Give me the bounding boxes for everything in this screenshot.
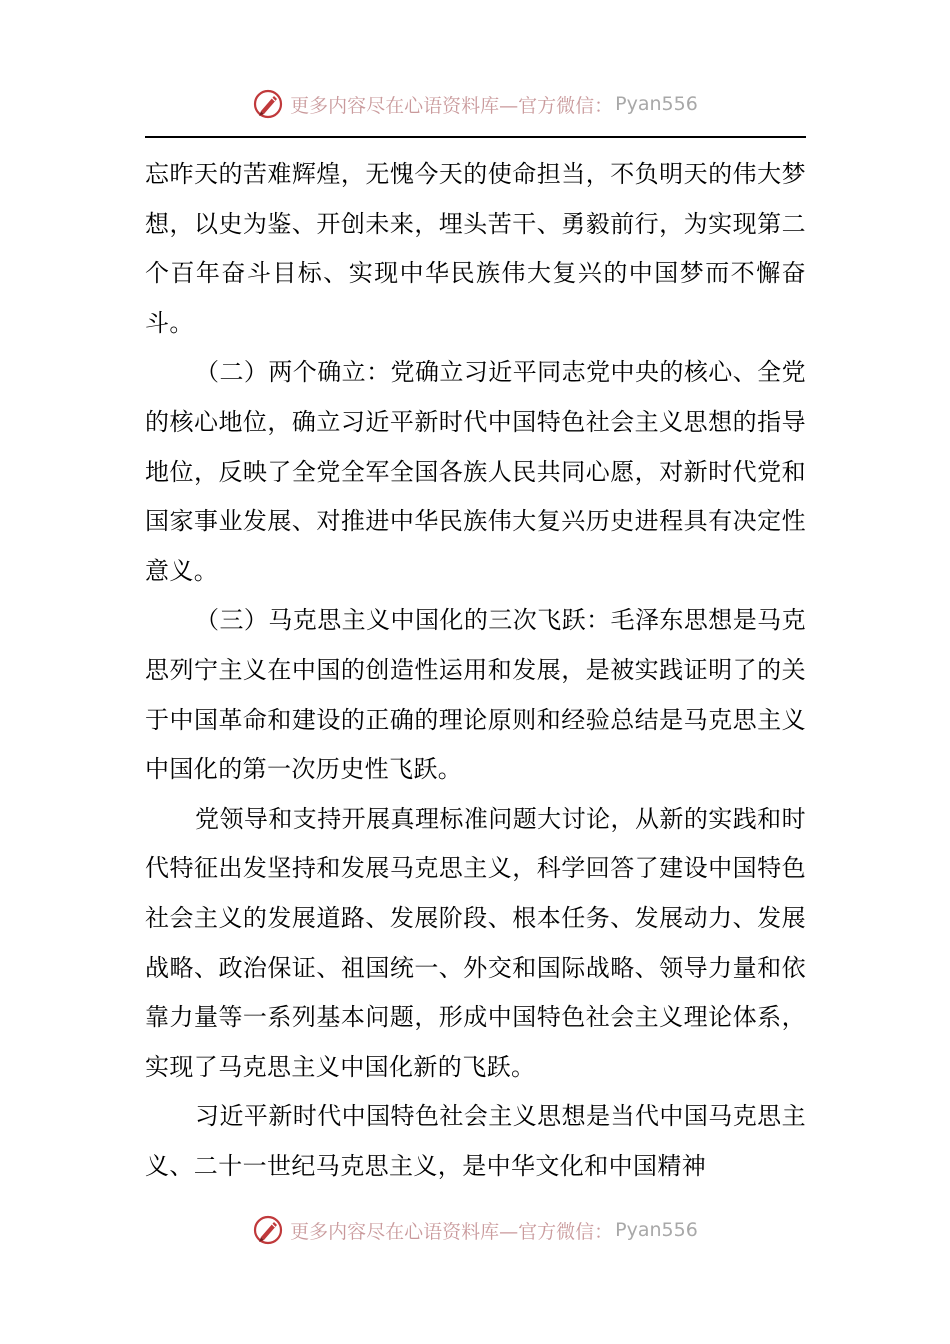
paragraph-section-three: （三）马克思主义中国化的三次飞跃：毛泽东思想是马克思列宁主义在中国的创造性运用和发展，是被实践证明了的关于中国革命和建设的正确的理论原则和经验总结是马克思主义中国化的第一次历史性飞跃。 xyxy=(145,606,806,784)
header-rule xyxy=(145,136,806,138)
paragraph-continued: 忘昨天的苦难辉煌，无愧今天的使命担当，不负明天的伟大梦想，以史为鉴、开创未来，埋头苦干、勇毅前行，为实现第二个百年奋斗目标、实现中华民族伟大复兴的中国梦而不懈奋斗。 xyxy=(145,160,806,337)
header-watermark xyxy=(0,82,950,126)
paragraph-section-two: （二）两个确立：党确立习近平同志党中央的核心、全党的核心地位，确立习近平新时代中国特色社会主义思想的指导地位，反映了全党全军全国各族人民共同心愿，对新时代党和国家事业发展、对推进中华民族伟大复兴历史进程具有决定性意义。 xyxy=(145,358,806,585)
document-body xyxy=(145,150,806,1191)
paragraph-xi-thought: 习近平新时代中国特色社会主义思想是当代中国马克思主义、二十一世纪马克思主义，是中华文化和中国精神 xyxy=(145,1102,806,1180)
watermark-text: 更多内容尽在心语资料库—官方微信： xyxy=(290,94,614,117)
footer-watermark xyxy=(0,1208,950,1252)
watermark-text: 更多内容尽在心语资料库—官方微信： xyxy=(290,1220,614,1243)
watermark-brand: Pyan556 xyxy=(615,93,698,115)
pen-logo-icon xyxy=(252,88,284,120)
paragraph-theory-system: 党领导和支持开展真理标准问题大讨论，从新的实践和时代特征出发坚持和发展马克思主义，科学回答了建设中国特色社会主义的发展道路、发展阶段、根本任务、发展动力、发展战略、政治保证、祖国统一、外交和国际战略、领导力量和依靠力量等一系列基本问题，形成中国特色社会主义理论体系，实现了马克思主义中国化新的飞跃。 xyxy=(145,804,806,1081)
pen-logo-icon xyxy=(252,1214,284,1246)
watermark-brand: Pyan556 xyxy=(615,1219,698,1241)
